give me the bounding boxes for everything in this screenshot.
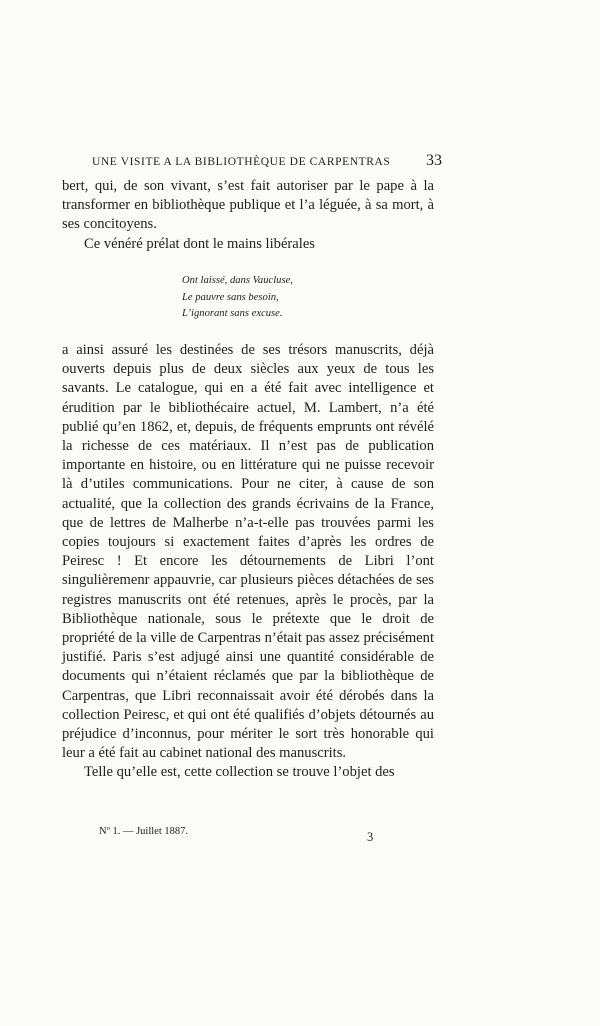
verse-line: L’ignorant sans excuse. (182, 308, 283, 320)
verse-line: Ont laissé, dans Vaucluse, (182, 275, 293, 286)
continuation-paragraph: bert, qui, de son vivant, s’est fait autoriser par le pape à la transformer en bibliothèque publique et l’a léguée, à sa mort, à ses concitoyens. (62, 178, 434, 233)
running-header (92, 152, 442, 170)
signature-mark: 3 (367, 830, 374, 844)
issue-footer: Nº 1. — Juillet 1887. (99, 826, 189, 837)
body-paragraph: Telle qu’elle est, cette collection se trouve l’objet des (84, 764, 395, 781)
lead-in-line: Ce vénéré prélat dont le mains libérales (84, 235, 315, 252)
verse-quotation (182, 273, 293, 323)
main-text-block (62, 341, 434, 783)
verse-line: Le pauvre sans besoin, (182, 291, 279, 303)
body-paragraph: a ainsi assuré les destinées de ses trésors manuscrits, déjà ouverts depuis plus de deux siècles aux yeux de tous les savants. Le catalogue, qui en a été fait avec intelligence et érudition par le bibliothécaire actuel, M. Lambert, n’a été publié qu’en 1862, et, depuis, de fréquents emprunts ont révélé la richesse de ces matériaux. Il n’est pas de publication importante en histoire, ou en littérature qui ne puisse recevoir là d’utiles communications. Pour ne citer, à cause de son actualité, que la collection des grands écrivains de la France, que de lettres de Malherbe n’a-t-elle pas trouvées parmi les copies toujours si exactement faites d’après les ordres de Peiresc ! Et encore les détournements de Libri l’ont singulièremenr appauvrie, car plusieurs pièces détachées de ses registres manuscrits ont été retenues, après le procès, par la Bibliothèque nationale, sous le prétexte que le droit de propriété de la ville de Carpentras n’était pas assez précisément justifié. Paris s’est adjugé ainsi une quantité considérable de documents qui n’étaient réclamés que par la bibliothèque de Carpentras, que Libri reconnaissait avoir été dérobés dans la collection Peiresc, et qui ont été qualifiés d’objets détournés au préjudice d’inconnus, pour mériter le sort très honorable qui leur a été fait au cabinet national des manuscrits. (62, 342, 434, 762)
top-text-block (62, 177, 434, 254)
page-number: 33 (426, 152, 442, 169)
running-title: UNE VISITE A LA BIBLIOTHÈQUE DE CARPENTRAS (92, 156, 391, 168)
